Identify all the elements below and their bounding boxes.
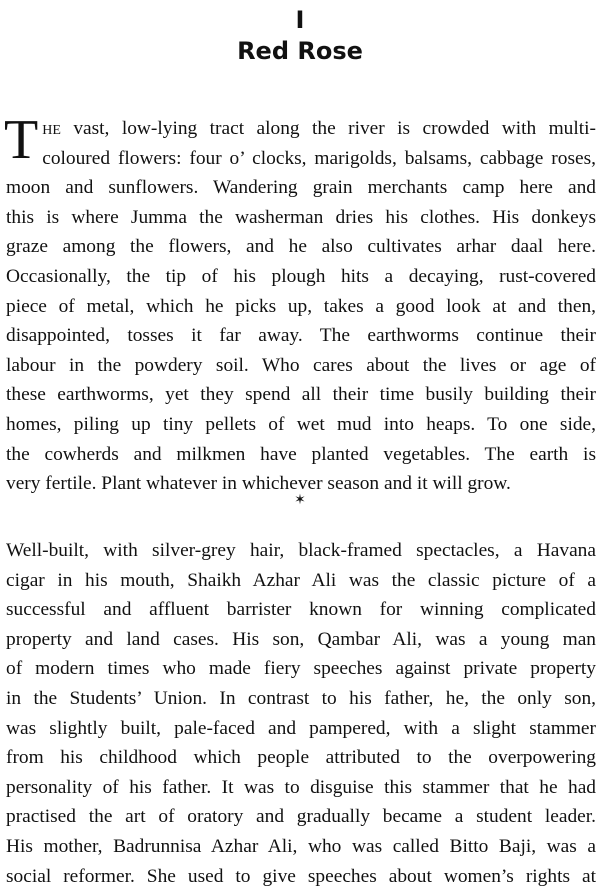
paragraph-line <box>6 114 596 144</box>
paragraph-line: coloured flowers: four o’ clocks, marigolds, balsams, cabbage roses, <box>42 147 596 169</box>
section-divider-asterisk: ✶ <box>294 492 306 508</box>
paragraph-line: homes, piling up tiny pellets of wet mud into heaps. To one side, <box>6 413 596 435</box>
lead-in-small-caps: he <box>42 118 61 139</box>
paragraph-line: cigar in his mouth, Shaikh Azhar Ali was the classic picture of a <box>6 569 596 591</box>
paragraph-line: very fertile. Plant whatever in whichever season and it will grow. <box>6 473 511 495</box>
chapter-title: Red Rose <box>237 37 363 65</box>
paragraph-line: these earthworms, yet they spend all their time busily building their <box>6 384 596 406</box>
paragraph-line: Well-built, with silver-grey hair, black-framed spectacles, a Havana <box>6 540 596 561</box>
paragraph-line: Occasionally, the tip of his plough hits a decaying, rust-covered <box>6 265 596 287</box>
drop-cap: T <box>4 109 39 171</box>
second-paragraph <box>6 536 596 891</box>
chapter-number: I <box>295 6 305 34</box>
paragraph-line: successful and affluent barrister known for winning complicated <box>6 599 596 621</box>
paragraph-line: from his childhood which people attributed to the overpowering <box>6 747 596 769</box>
paragraph-line: this is where Jumma the washerman dries his clothes. His donkeys <box>6 206 596 228</box>
paragraph-line: personality of his father. It was to disguise this stammer that he had <box>6 776 596 798</box>
first-line-text: vast, low-lying tract along the river is crowded with multi- <box>60 118 596 139</box>
paragraph-line: disappointed, tosses it far away. The earthworms continue their <box>6 325 596 347</box>
paragraph-line: of modern times who made fiery speeches against private property <box>6 658 596 680</box>
paragraph-line: social reformer. She used to give speeches about women’s rights at <box>6 865 596 887</box>
paragraph-line: His mother, Badrunnisa Azhar Ali, who was called Bitto Baji, was a <box>6 835 596 857</box>
opening-paragraph <box>4 109 596 499</box>
paragraph-line: labour in the powdery soil. Who cares about the lives or age of <box>6 354 596 376</box>
paragraph-line: piece of metal, which he picks up, takes a good look at and then, <box>6 295 596 317</box>
paragraph-line: the cowherds and milkmen have planted vegetables. The earth is <box>6 443 596 465</box>
paragraph-line: graze among the flowers, and he also cultivates arhar daal here. <box>6 236 596 258</box>
paragraph-line: property and land cases. His son, Qambar Ali, was a young man <box>6 628 596 650</box>
paragraph-line: in the Students’ Union. In contrast to his father, he, the only son, <box>6 687 596 709</box>
paragraph-line: was slightly built, pale-faced and pampered, with a slight stammer <box>6 717 596 739</box>
paragraph-line: practised the art of oratory and gradually became a student leader. <box>6 806 596 828</box>
paragraph-line: moon and sunflowers. Wandering grain merchants camp here and <box>6 177 596 199</box>
